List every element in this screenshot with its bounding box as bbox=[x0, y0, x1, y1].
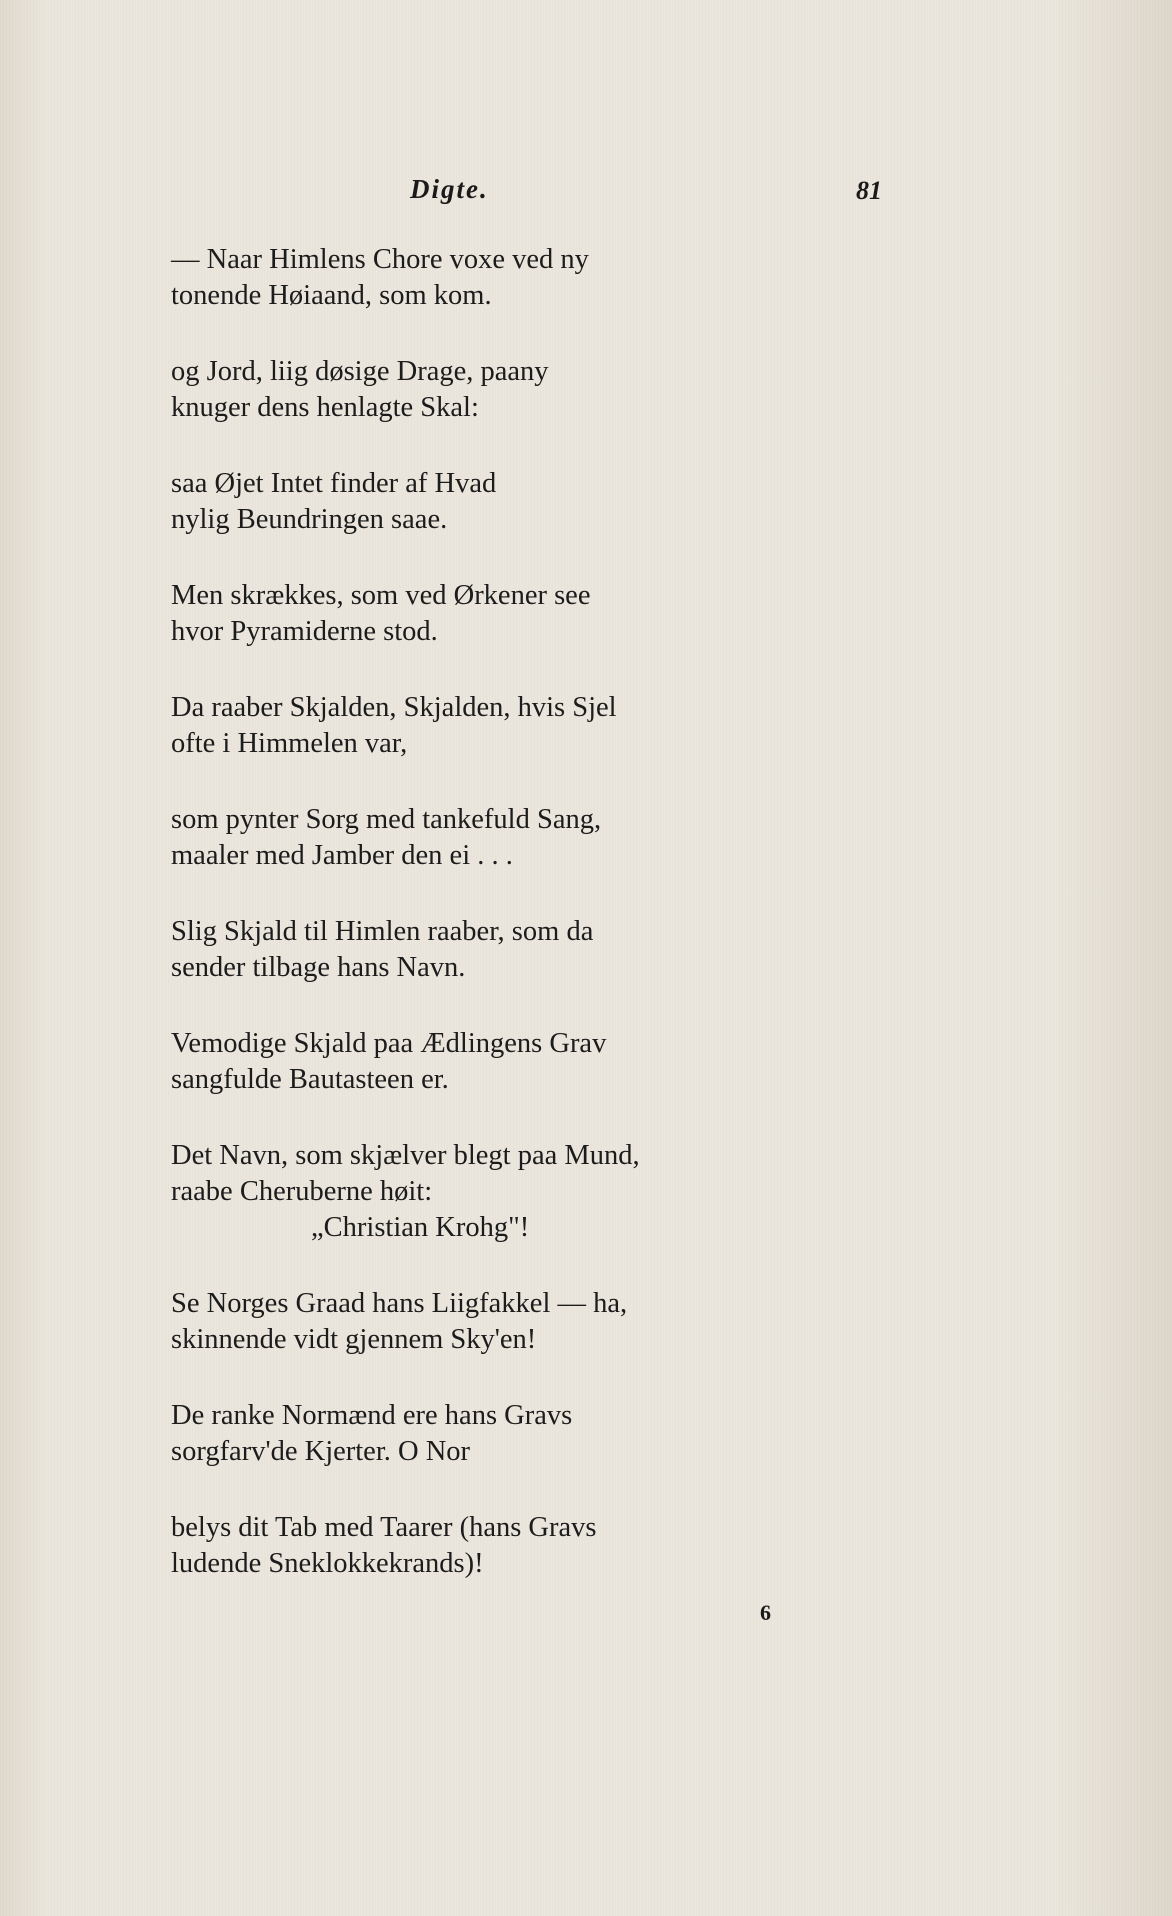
poem-line: Men skrækkes, som ved Ørkener see bbox=[171, 580, 591, 611]
poem-body bbox=[171, 242, 791, 1622]
stanza bbox=[171, 802, 791, 874]
poem-line: tonende Høiaand, som kom. bbox=[171, 280, 492, 311]
stanza bbox=[171, 914, 791, 986]
stanza bbox=[171, 1398, 791, 1470]
stanza bbox=[171, 242, 791, 314]
poem-line: raabe Cheruberne høit: bbox=[171, 1176, 433, 1207]
poem-line: Vemodige Skjald paa Ædlingens Grav bbox=[171, 1028, 607, 1059]
poem-line: De ranke Normænd ere hans Gravs bbox=[171, 1400, 573, 1431]
poem-line: Slig Skjald til Himlen raaber, som da bbox=[171, 916, 594, 947]
poem-line: ofte i Himmelen var, bbox=[171, 728, 408, 759]
poem-line: og Jord, liig døsige Drage, paany bbox=[171, 356, 549, 387]
stanza bbox=[171, 1138, 791, 1246]
stanza bbox=[171, 1026, 791, 1098]
poem-line: belys dit Tab med Taarer (hans Gravs bbox=[171, 1512, 597, 1543]
poem-line: skinnende vidt gjennem Sky'en! bbox=[171, 1324, 537, 1355]
poem-line: nylig Beundringen saae. bbox=[171, 504, 448, 535]
stanza bbox=[171, 578, 791, 650]
stanza bbox=[171, 354, 791, 426]
poem-line: Da raaber Skjalden, Skjalden, hvis Sjel bbox=[171, 692, 617, 723]
poem-line: maaler med Jamber den ei . . . bbox=[171, 840, 513, 871]
poem-line: saa Øjet Intet finder af Hvad bbox=[171, 468, 497, 499]
stanza bbox=[171, 690, 791, 762]
poem-line: ludende Sneklokkekrands)! bbox=[171, 1548, 484, 1579]
poem-line: — Naar Himlens Chore voxe ved ny bbox=[171, 244, 589, 275]
stanza bbox=[171, 466, 791, 538]
poem-line: hvor Pyramiderne stod. bbox=[171, 616, 438, 647]
poem-line: sorgfarv'de Kjerter. O Nor bbox=[171, 1436, 471, 1467]
poem-line: knuger dens henlagte Skal: bbox=[171, 392, 479, 423]
poem-line: sender tilbage hans Navn. bbox=[171, 952, 466, 983]
stanza bbox=[171, 1286, 791, 1358]
page-number: 81 bbox=[856, 176, 882, 205]
poem-line: som pynter Sorg med tankefuld Sang, bbox=[171, 804, 602, 835]
stanza bbox=[171, 1510, 791, 1582]
poem-line: Se Norges Graad hans Liigfakkel — ha, bbox=[171, 1288, 628, 1319]
poem-line: sangfulde Bautasteen er. bbox=[171, 1064, 449, 1095]
poem-line-quoted-name: „Christian Krohg"! bbox=[311, 1212, 530, 1243]
running-title: Digte. bbox=[410, 174, 489, 204]
poem-line: Det Navn, som skjælver blegt paa Mund, bbox=[171, 1140, 640, 1171]
printer-signature-mark: 6 bbox=[760, 1600, 771, 1625]
